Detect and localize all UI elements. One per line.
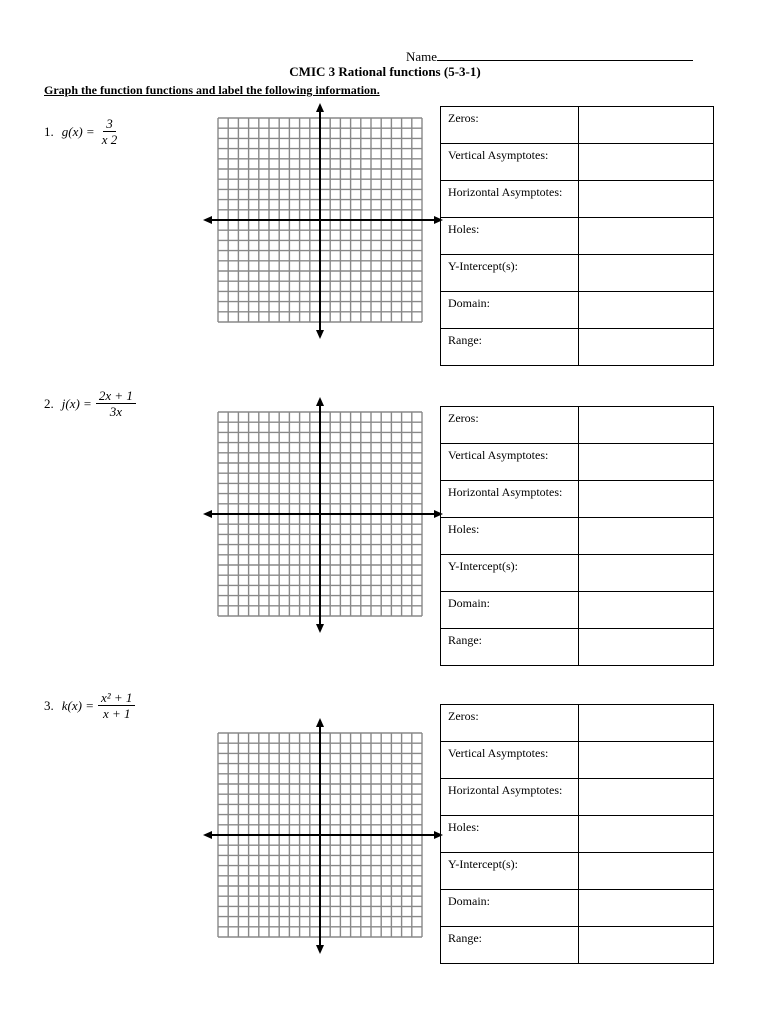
- arrow-up-icon: [316, 397, 324, 406]
- row-label: Vertical Asymptotes:: [441, 444, 579, 481]
- answer-cell[interactable]: [579, 629, 714, 666]
- arrow-left-icon: [203, 831, 212, 839]
- numerator: x² + 1: [98, 690, 135, 706]
- info-row: [441, 444, 714, 481]
- arrow-down-icon: [316, 945, 324, 954]
- info-row: [441, 742, 714, 779]
- row-label: Holes:: [441, 218, 579, 255]
- answer-cell[interactable]: [579, 218, 714, 255]
- answer-cell[interactable]: [579, 255, 714, 292]
- row-label: Holes:: [441, 816, 579, 853]
- row-label: Zeros:: [441, 107, 579, 144]
- row-label: Zeros:: [441, 705, 579, 742]
- answer-cell[interactable]: [579, 555, 714, 592]
- answer-cell[interactable]: [579, 181, 714, 218]
- info-row: [441, 144, 714, 181]
- info-row: [441, 518, 714, 555]
- row-label: Range:: [441, 329, 579, 366]
- arrow-down-icon: [316, 624, 324, 633]
- problem-number: 3.: [44, 697, 54, 713]
- answer-cell[interactable]: [579, 927, 714, 964]
- info-row: [441, 927, 714, 964]
- info-row: [441, 816, 714, 853]
- answer-cell[interactable]: [579, 742, 714, 779]
- answer-cell[interactable]: [579, 816, 714, 853]
- info-row: [441, 255, 714, 292]
- arrow-down-icon: [316, 330, 324, 339]
- fraction: [99, 116, 121, 147]
- info-row: [441, 853, 714, 890]
- answer-cell[interactable]: [579, 107, 714, 144]
- answer-cell[interactable]: [579, 592, 714, 629]
- coordinate-grid-2[interactable]: [203, 397, 443, 633]
- instructions: Graph the function functions and label the following information.: [44, 83, 380, 97]
- function-lhs: g(x) =: [61, 123, 95, 139]
- row-label: Range:: [441, 927, 579, 964]
- info-row: [441, 329, 714, 366]
- answer-cell[interactable]: [579, 779, 714, 816]
- row-label: Domain:: [441, 292, 579, 329]
- row-label: Horizontal Asymptotes:: [441, 181, 579, 218]
- answer-cell[interactable]: [579, 144, 714, 181]
- row-label: Horizontal Asymptotes:: [441, 779, 579, 816]
- coordinate-grid-1[interactable]: [203, 103, 443, 339]
- answer-cell[interactable]: [579, 481, 714, 518]
- function-lhs: k(x) =: [61, 697, 94, 713]
- row-label: Y-Intercept(s):: [441, 255, 579, 292]
- row-label: Domain:: [441, 592, 579, 629]
- answer-cell[interactable]: [579, 518, 714, 555]
- info-row: [441, 218, 714, 255]
- info-row: [441, 779, 714, 816]
- coordinate-grid-3[interactable]: [203, 718, 443, 954]
- answer-cell[interactable]: [579, 292, 714, 329]
- row-label: Domain:: [441, 890, 579, 927]
- denominator: 3x: [109, 404, 122, 419]
- arrow-left-icon: [203, 216, 212, 224]
- info-table-2: [440, 406, 714, 666]
- arrow-left-icon: [203, 510, 212, 518]
- arrow-up-icon: [316, 103, 324, 112]
- info-row: [441, 481, 714, 518]
- row-label: Zeros:: [441, 407, 579, 444]
- row-label: Vertical Asymptotes:: [441, 144, 579, 181]
- info-row: [441, 890, 714, 927]
- answer-cell[interactable]: [579, 329, 714, 366]
- name-label: Name: [406, 49, 438, 64]
- denominator: x 2: [101, 132, 118, 147]
- formula-3: [44, 690, 135, 721]
- info-row: [441, 292, 714, 329]
- fraction: [96, 388, 136, 419]
- fraction: [98, 690, 135, 721]
- info-table-1: [440, 106, 714, 366]
- name-blank[interactable]: [437, 48, 693, 61]
- info-row: [441, 592, 714, 629]
- name-field[interactable]: [406, 48, 693, 65]
- problem-number: 2.: [44, 395, 54, 411]
- problem-number: 1.: [44, 123, 54, 139]
- row-label: Vertical Asymptotes:: [441, 742, 579, 779]
- answer-cell[interactable]: [579, 890, 714, 927]
- formula-2: [44, 388, 136, 419]
- arrow-up-icon: [316, 718, 324, 727]
- numerator: 2x + 1: [96, 388, 136, 404]
- answer-cell[interactable]: [579, 407, 714, 444]
- info-table-3: [440, 704, 714, 964]
- info-row: [441, 107, 714, 144]
- row-label: Y-Intercept(s):: [441, 853, 579, 890]
- info-row: [441, 555, 714, 592]
- row-label: Holes:: [441, 518, 579, 555]
- row-label: Y-Intercept(s):: [441, 555, 579, 592]
- answer-cell[interactable]: [579, 444, 714, 481]
- denominator: x + 1: [102, 706, 131, 721]
- formula-1: [44, 116, 120, 147]
- info-row: [441, 407, 714, 444]
- info-row: [441, 629, 714, 666]
- answer-cell[interactable]: [579, 705, 714, 742]
- info-row: [441, 181, 714, 218]
- page-title: CMIC 3 Rational functions (5-3-1): [289, 64, 481, 79]
- info-row: [441, 705, 714, 742]
- row-label: Horizontal Asymptotes:: [441, 481, 579, 518]
- function-lhs: j(x) =: [61, 395, 92, 411]
- answer-cell[interactable]: [579, 853, 714, 890]
- row-label: Range:: [441, 629, 579, 666]
- numerator: 3: [103, 116, 116, 132]
